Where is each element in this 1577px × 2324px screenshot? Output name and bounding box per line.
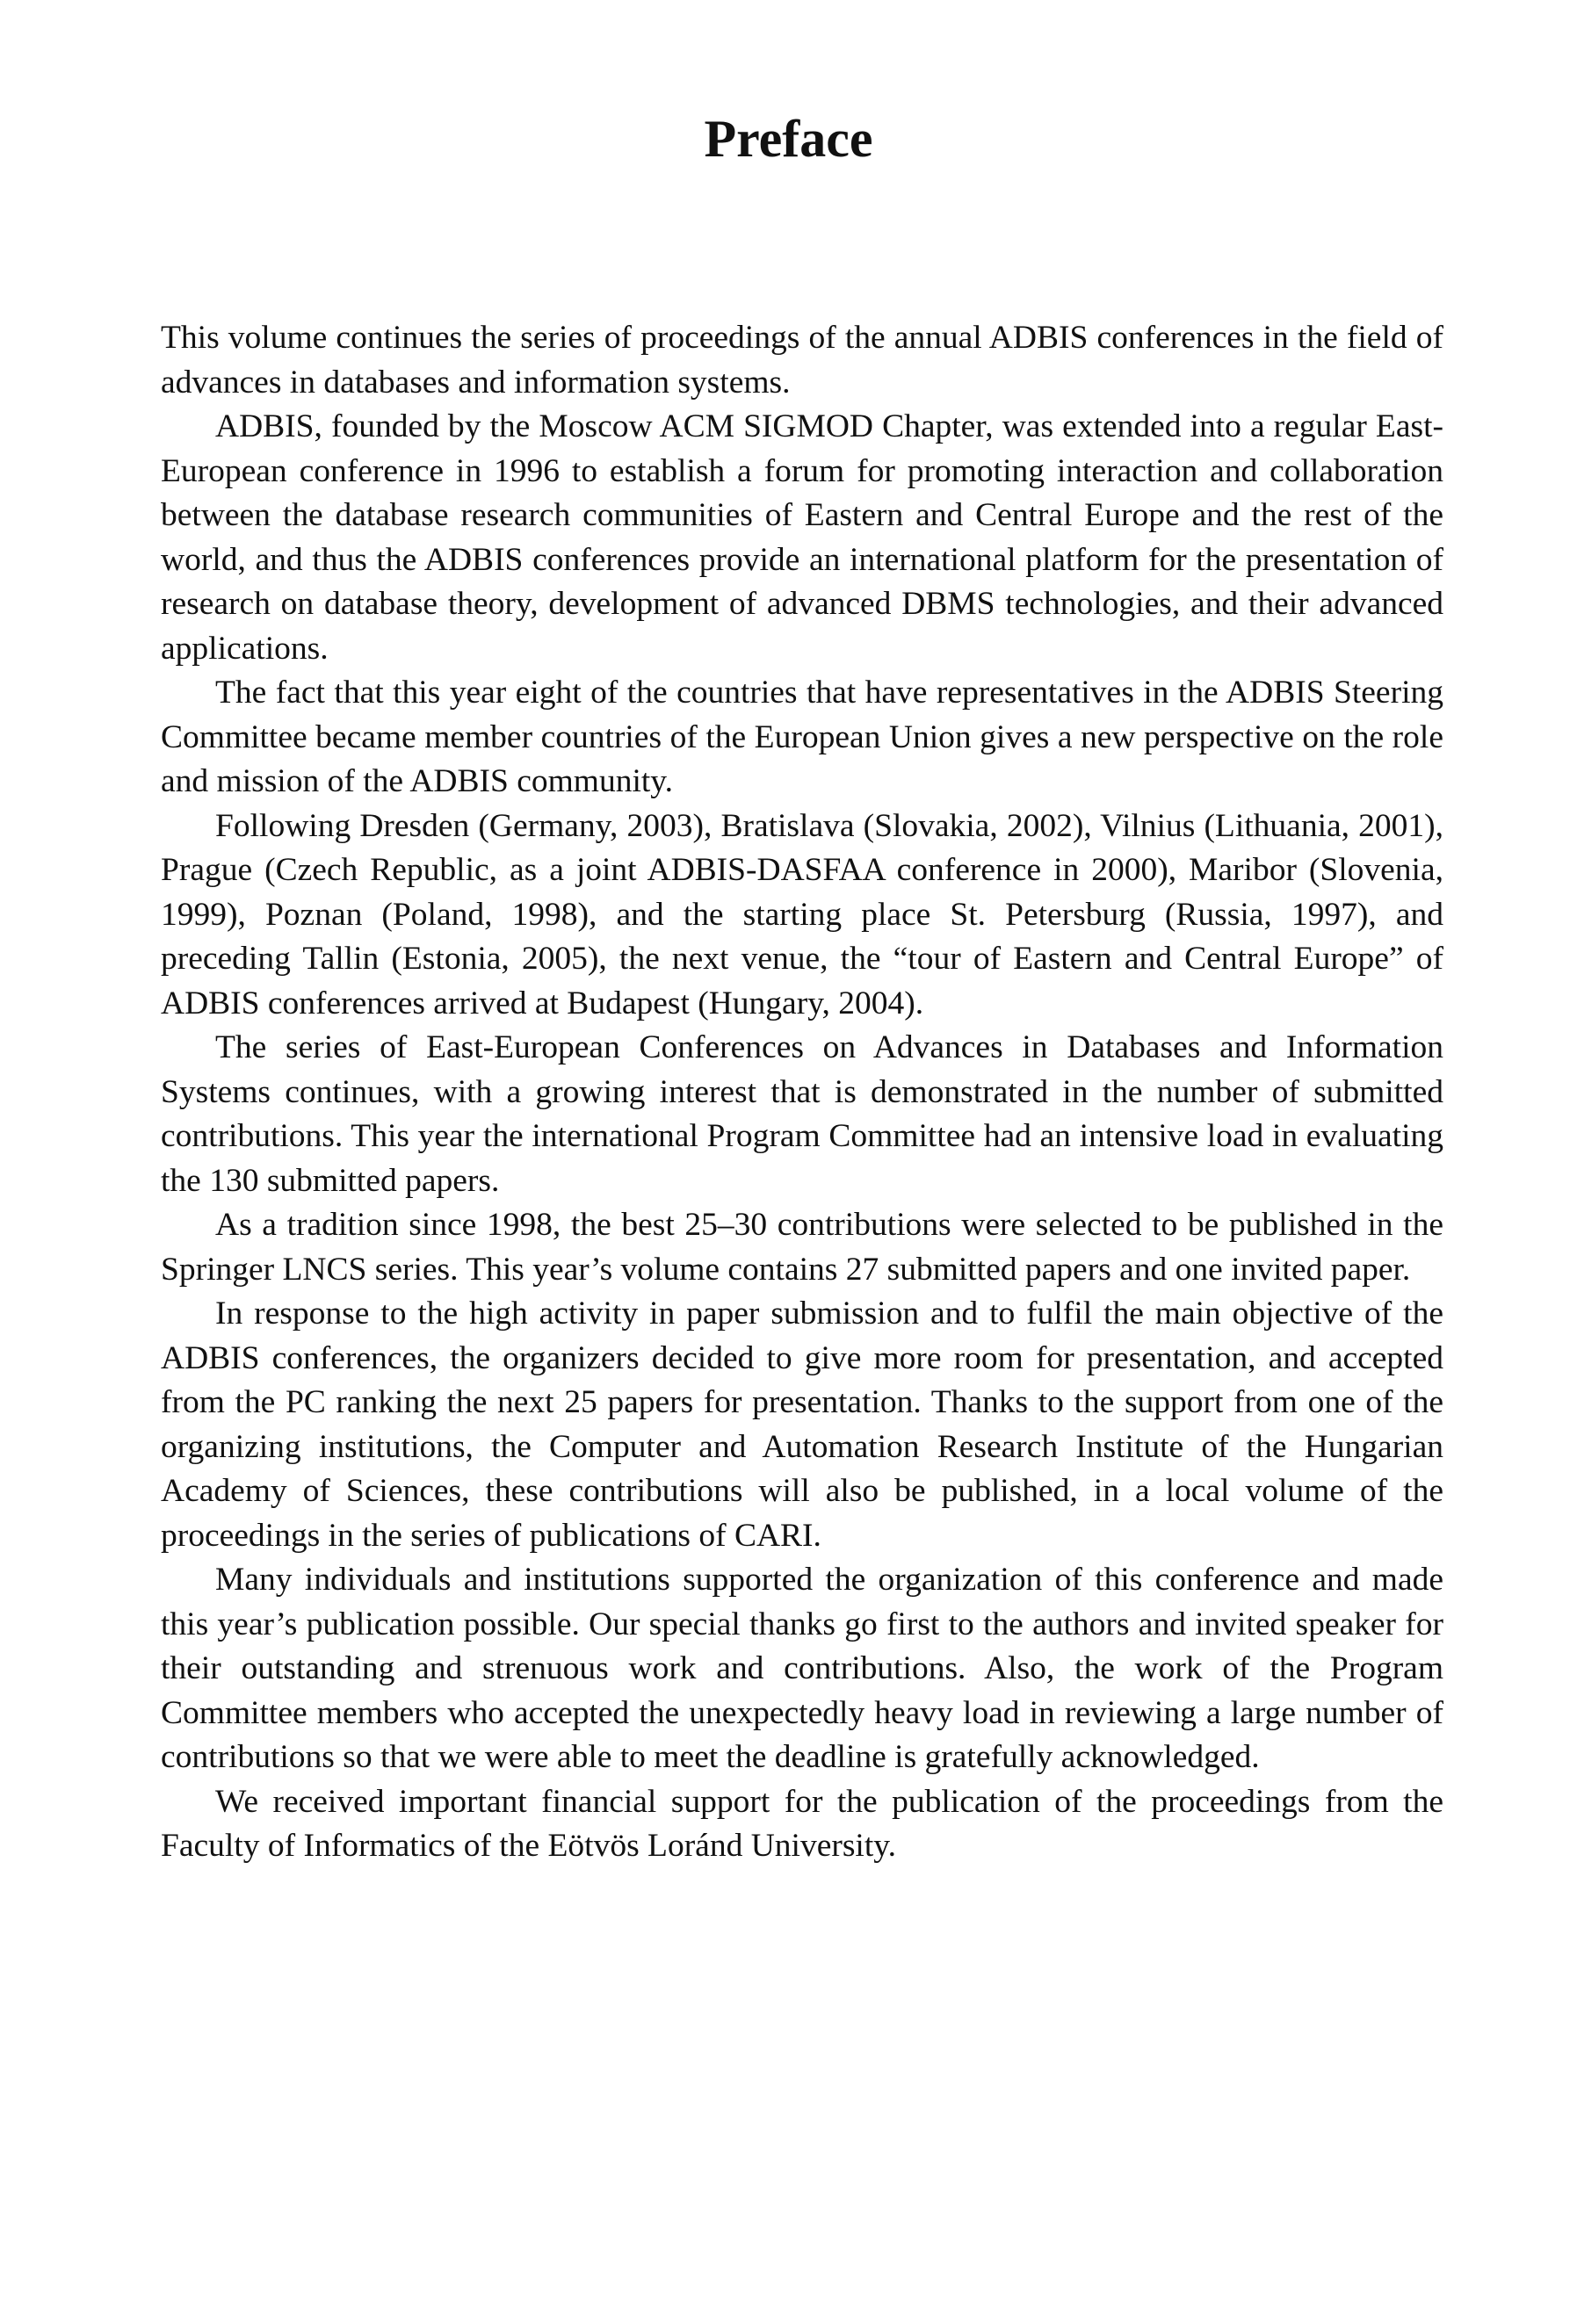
paragraph-intro: This volume continues the series of proceedings of the annual ADBIS conferences in the field of advances in databases and information systems.: [161, 320, 1443, 401]
paragraph-acknowledgements: Many individuals and institutions supported the organization of this conference and made this year’s publication possible. Our special thanks go first to the authors and invited speaker for their outstanding and strenuous work and contributions. Also, the work of the Program Committee members who accepted the unexpectedly heavy load in reviewing a large number of contributions so that we were able to meet the deadline is gratefully acknowledged.: [161, 1562, 1443, 1775]
paragraph-financial-support: We received important financial support for the publication of the proceedings from the Faculty of Informatics of the Eötvös Loránd University.: [161, 1783, 1443, 1864]
paragraph-conference-venues: Following Dresden (Germany, 2003), Bratislava (Slovakia, 2002), Vilnius (Lithuania, 2001), Prague (Czech Republic, as a joint ADBIS-DASFAA conference in 2000), Maribor (Slovenia, 1999), Poznan (Poland, 1998), and the starting place St. Petersburg (Russia, 1997), and preceding Tallin (Estonia, 2005), the next venue, the “tour of Eastern and Central Europe” of ADBIS conferences arrived at Budapest (Hungary, 2004).: [161, 807, 1443, 1021]
paragraph-local-volume: In response to the high activity in paper submission and to fulfil the main objective of the ADBIS conferences, the organizers decided to give more room for presentation, and accepted from the PC ranking the next 25 papers for presentation. Thanks to the support from one of the organizing institutions, the Computer and Automation Research Institute of the Hungarian Academy of Sciences, these contributions will also be published, in a local volume of the proceedings in the series of publications of CARI.: [161, 1296, 1443, 1554]
paragraph-lncs-selection: As a tradition since 1998, the best 25–30 contributions were selected to be published in the Springer LNCS series. This year’s volume contains 27 submitted papers and one invited paper.: [161, 1207, 1443, 1288]
paragraph-european-union: The fact that this year eight of the countries that have representatives in the ADBIS Steering Committee became member countries of the European Union gives a new perspective on the role and mission of the ADBIS community.: [161, 675, 1443, 799]
preface-body: [161, 316, 1443, 1869]
paragraph-adbis-founding: ADBIS, founded by the Moscow ACM SIGMOD Chapter, was extended into a regular East-European conference in 1996 to establish a forum for promoting interaction and collaboration between the database research communities of Eastern and Central Europe and the rest of the world, and thus the ADBIS conferences provide an international platform for the presentation of research on database theory, development of advanced DBMS technologies, and their advanced applications.: [161, 408, 1443, 667]
page-title: Preface: [704, 110, 873, 168]
paragraph-submissions: The series of East-European Conferences on Advances in Databases and Information Systems continues, with a growing interest that is demonstrated in the number of submitted contributions. This year the international Program Committee had an intensive load in evaluating the 130 submitted papers.: [161, 1029, 1443, 1199]
